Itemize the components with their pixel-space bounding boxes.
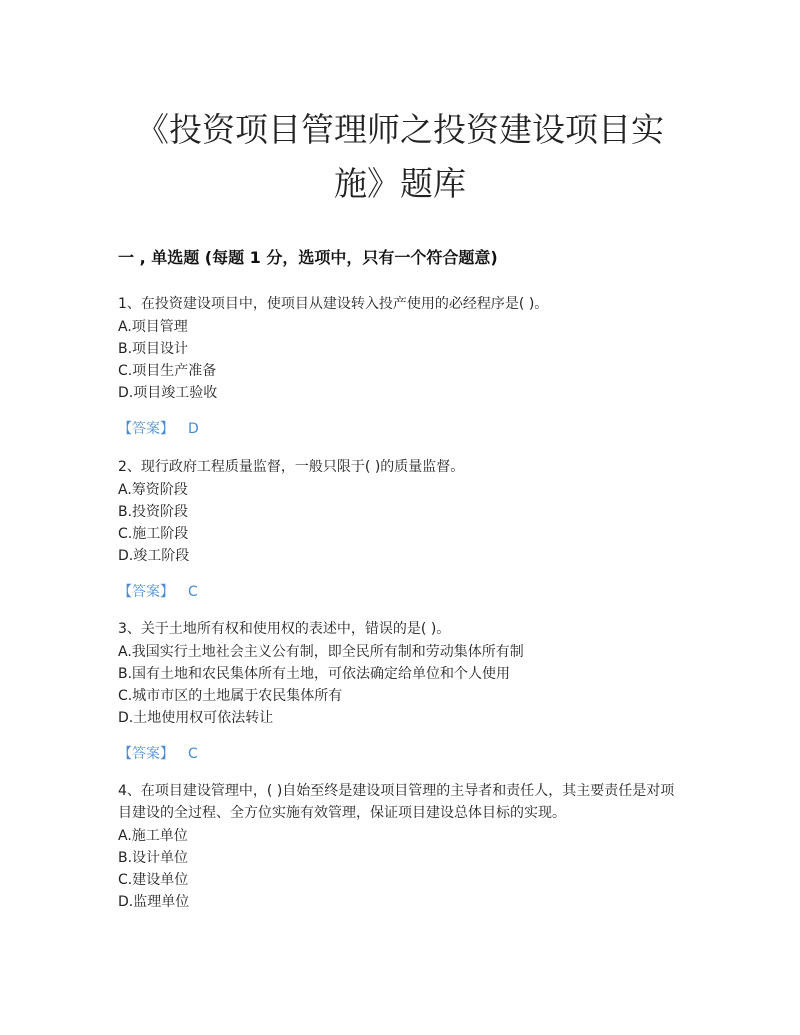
option-c: C.建设单位 <box>118 872 189 888</box>
document-title-line-1: 《投资项目管理师之投资建设项目实 <box>136 110 664 149</box>
option-d: D.监理单位 <box>118 894 190 910</box>
question-stem: 2、现行政府工程质量监督，一般只限于( )的质量监督。 <box>118 459 465 475</box>
option-d: D.土地使用权可依法转让 <box>118 710 274 726</box>
section-heading: 一 , 单选题 (每题 1 分，选项中，只有一个符合题意) <box>118 248 498 267</box>
option-b: B.国有土地和农民集体所有土地，可依法确定给单位和个人使用 <box>118 666 511 682</box>
answer-label: 【答案】 <box>118 746 174 762</box>
question-4 <box>118 780 688 913</box>
answer-label: 【答案】 <box>118 584 174 600</box>
question-3 <box>118 618 688 765</box>
answer-line <box>118 743 688 765</box>
question-1 <box>118 293 688 440</box>
answer-line <box>118 581 688 603</box>
option-b: B.项目设计 <box>118 341 189 357</box>
answer-label: 【答案】 <box>118 421 174 437</box>
answer-value: D <box>188 421 199 437</box>
question-stem: 4、在项目建设管理中，( )自始至终是建设项目管理的主导者和责任人，其主要责任是对项目建设的全过程、全方位实施有效管理，保证项目建设总体目标的实现。 <box>118 783 675 821</box>
answer-value: C <box>188 584 198 600</box>
option-a: A.我国实行土地社会主义公有制，即全民所有制和劳动集体所有制 <box>118 644 524 660</box>
option-d: D.项目竣工验收 <box>118 385 218 401</box>
option-a: A.施工单位 <box>118 828 188 844</box>
option-c: C.施工阶段 <box>118 526 189 542</box>
question-2 <box>118 456 688 603</box>
question-stem: 1、在投资建设项目中，使项目从建设转入投产使用的必经程序是( )。 <box>118 296 549 312</box>
option-b: B.投资阶段 <box>118 504 189 520</box>
option-c: C.项目生产准备 <box>118 363 217 379</box>
option-a: A.项目管理 <box>118 319 188 335</box>
document-title-line-2: 施》题库 <box>334 164 466 203</box>
answer-value: C <box>188 746 198 762</box>
answer-line <box>118 418 688 440</box>
option-b: B.设计单位 <box>118 850 189 866</box>
option-c: C.城市市区的土地属于农民集体所有 <box>118 688 343 704</box>
option-a: A.筹资阶段 <box>118 482 188 498</box>
question-stem: 3、关于土地所有权和使用权的表述中，错误的是( )。 <box>118 621 451 637</box>
option-d: D.竣工阶段 <box>118 548 190 564</box>
document-title <box>100 103 700 211</box>
